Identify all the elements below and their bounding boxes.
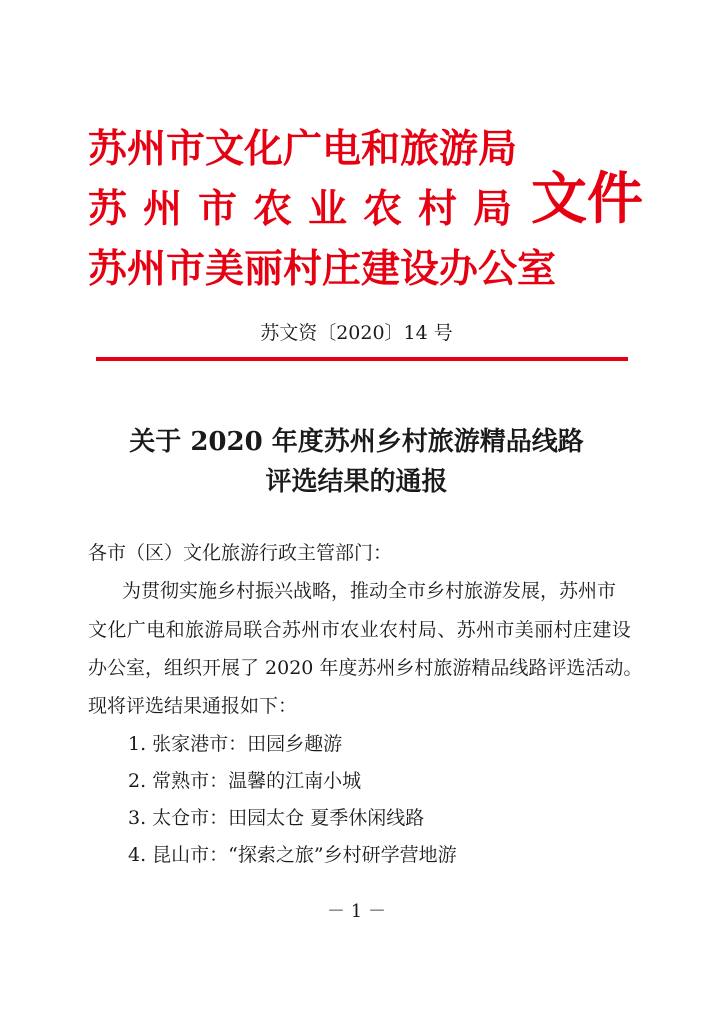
result-list-item: 4. 昆山市：“探索之旅”乡村研学营地游 [128, 844, 457, 866]
document-number: 苏文资〔2020〕14 号 [260, 322, 453, 344]
page-number: － 1 － [327, 901, 386, 922]
paragraph-line: 文化广电和旅游局联合苏州市农业农村局、苏州市美丽村庄建设 [88, 619, 632, 641]
issuer-agriculture-bureau: 苏州市农业农村局 [88, 186, 529, 232]
document-header [88, 118, 648, 298]
result-list-item: 2. 常熟市：温馨的江南小城 [128, 770, 362, 792]
salutation: 各市（区）文化旅游行政主管部门： [88, 542, 393, 564]
issuer-village-construction-office: 苏州市美丽村庄建设办公室 [88, 246, 557, 292]
paragraph-line: 为贯彻实施乡村振兴战略，推动全市乡村旅游发展，苏州市 [122, 580, 617, 602]
paragraph-line: 办公室，组织开展了 2020 年度苏州乡村旅游精品线路评选活动。 [88, 657, 643, 679]
issuer-culture-tourism-bureau: 苏州市文化广电和旅游局 [88, 126, 518, 172]
document-title-line-2: 评选结果的通报 [265, 467, 448, 497]
paragraph-line: 现将评选结果通报如下： [88, 695, 298, 717]
result-list-item: 1. 张家港市：田园乡趣游 [128, 733, 343, 755]
red-divider-line [96, 357, 628, 361]
document-type-word: 文件 [531, 166, 643, 232]
document-title-line-1: 关于 2020 年度苏州乡村旅游精品线路 [129, 427, 584, 457]
result-list-item: 3. 太仓市：田园太仓 夏季休闲线路 [128, 807, 425, 829]
